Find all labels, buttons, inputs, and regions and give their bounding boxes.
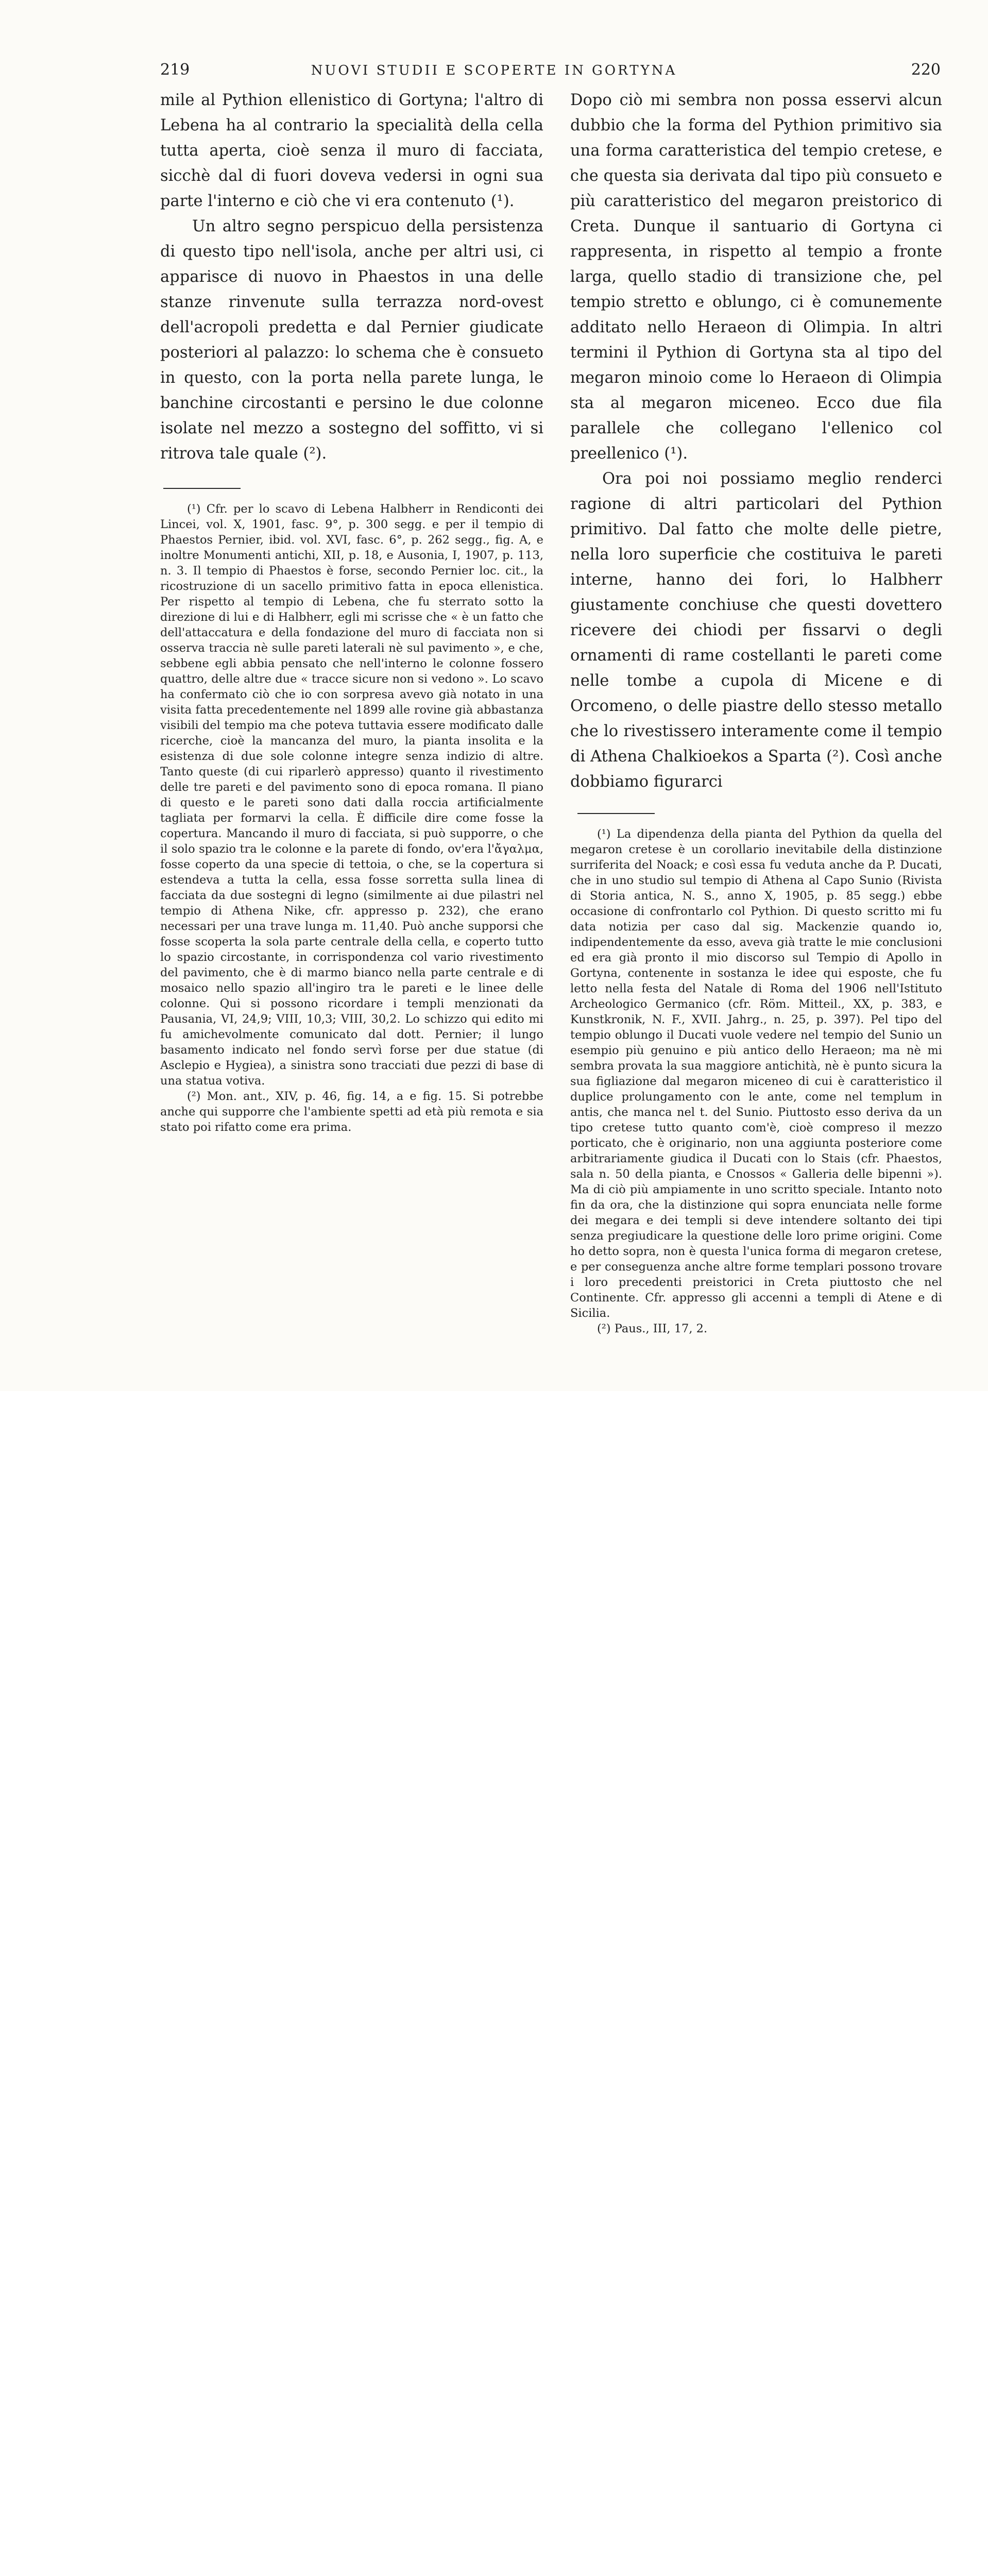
footnote: (²) Paus., III, 17, 2.	[597, 1322, 708, 1335]
footnotes	[160, 501, 543, 1135]
body-paragraph: Dopo ciò mi sembra non possa esservi alcun dubbio che la forma del Pythion primitivo sia una forma caratteristica del tempio cretese, e che questa sia derivata dal tipo più consueto e più caratteristico del megaron preistorico di Creta. Dunque il santuario di Gortyna ci rappresenta, in rispetto al tempio a fronte larga, quello stadio di transizione che, pel tempio stretto e oblungo, ci è comunemente additato nello Heraeon di Olimpia. In altri termini il Pythion di Gortyna sta al tipo del megaron minoio come lo Heraeon di Olimpia sta al megaron miceneo. Ecco due fila parallele che collegano l'ellenico col preellenico (¹).	[570, 91, 942, 463]
page-number-right: 220	[911, 61, 941, 79]
page-number-left: 219	[160, 61, 190, 79]
footnote-separator	[163, 488, 241, 489]
body-paragraph: Ora poi noi possiamo meglio renderci ragione di altri particolari del Pythion primitivo. Dal fatto che molte delle pietre, nella loro superficie che costituiva le pareti interne, hanno dei fori, lo Halbherr giustamente conchiuse che questi dovettero ricevere dei chiodi per fissarvi o degli ornamenti di rame costellanti le pareti come nelle tombe a cupola di Micene e di Orcomeno, o delle piastre dello stesso metallo che lo rivestissero interamente come il tempio di Athena Chalkioekos a Sparta (²). Così anche dobbiamo figurarci	[570, 470, 942, 791]
right-column	[570, 88, 942, 1336]
running-title: NUOVI STUDII E SCOPERTE IN GORTYNA	[311, 63, 677, 78]
left-column	[160, 88, 543, 1135]
footnote: (²) Mon. ant., XIV, p. 46, fig. 14, a e fig. 15. Si potrebbe anche qui supporre che l'ambiente spetti ad età più remota e sia stato poi rifatto come era prima.	[160, 1090, 543, 1134]
body-paragraph: Un altro segno perspicuo della persistenza di questo tipo nell'isola, anche per altri usi, ci apparisce di nuovo in Phaestos in una delle stanze rinvenute sulla terrazza nord-ovest dell'acropoli predetta e dal Pernier giudicate posteriori al palazzo: lo schema che è consueto in questo, con la porta nella parete lunga, le banchine circostanti e persino le due colonne isolate nel mezzo a sostegno del soffitto, vi si ritrova tale quale (²).	[160, 217, 543, 463]
footnotes	[570, 826, 942, 1336]
footnote-separator	[577, 813, 655, 814]
footnote: (¹) La dipendenza della pianta del Pythion da quella del megaron cretese è un corollario inevitabile della distinzione surriferita del Noack; e così essa fu veduta anche da P. Ducati, che in uno studio sul tempio di Athena al Capo Sunio (Rivista di Storia antica, N. S., anno X, 1905, p. 85 segg.) ebbe occasione di confrontarlo col Pythion. Di questo scritto mi fu data notizia per caso dal sig. Mackenzie quando io, indipendentemente da esso, aveva già tratte le mie conclusioni ed era già pronto il mio discorso sul Tempio di Apollo in Gortyna, contenente in sostanza le idee qui esposte, che fu letto nella festa del Natale di Roma del 1906 nell'Istituto Archeologico Germanico (cfr. Röm. Mitteil., XX, p. 383, e Kunstkronik, N. F., XVII. Jahrg., n. 25, p. 397). Pel tipo del tempio oblungo il Ducati vuole vedere nel tempio del Sunio un esempio più genuino e più antico dello Heraeon; ma nè mi sembra provata la sua maggiore antichità, nè è punto sicura la sua figliazione dal megaron miceneo di cui è caratteristico il duplice prolungamento con le ante, come nel templum in antis, che manca nel t. del Sunio. Piuttosto esso deriva da un tipo cretese tutto quanto com'è, cioè compreso il mezzo porticato, che è originario, non una aggiunta posteriore come arbitrariamente giudica il Ducati con lo Stais (cfr. Phaestos, sala n. 50 della pianta, e Cnossos « Galleria delle bipenni »). Ma di ciò più ampiamente in uno scritto speciale. Intanto noto fin da ora, che la distinzione qui sopra enunciata nelle forme dei megara e dei templi si deve intendere soltanto dei tipi senza pregiudicare la questione delle loro prime origini. Come ho detto sopra, non è questa l'unica forma di megaron cretese, e per conseguenza anche altre forme templari possono trovare i loro precedenti preistorici in Creta piuttosto che nel Continente. Cfr. appresso gli accenni a templi di Atene e di Sicilia.	[570, 827, 942, 1320]
viewer-footer	[0, 1391, 988, 1462]
footnote: (¹) Cfr. per lo scavo di Lebena Halbherr in Rendiconti dei Lincei, vol. X, 1901, fasc. 9°, p. 300 segg. e per il tempio di Phaestos Pernier, ibid. vol. XVI, fasc. 6°, p. 262 segg., fig. A, e inoltre Monumenti antichi, XII, p. 18, e Ausonia, I, 1907, p. 113, n. 3. Il tempio di Phaestos è forse, secondo Pernier loc. cit., la ricostruzione di un sacello primitivo fatta in epoca ellenistica. Per rispetto al tempio di Lebena, che fu sterrato sotto la direzione di lui e di Halbherr, egli mi scrisse che « è un fatto che dell'attaccatura e della fondazione del muro di facciata non si osserva traccia nè sulle pareti laterali nè sul pavimento », e che, sebbene egli abbia pensato che nell'interno le colonne fossero quattro, delle altre due « tracce sicure non si vedono ». Lo scavo ha confermato ciò che io con sorpresa avevo già notato in una visita fatta precedentemente nel 1899 alle rovine già abbastanza visibili del tempio ma che poteva tuttavia essere modificato dalle ricerche, cioè la mancanza del muro, la pianta insolita e la esistenza di due sole colonne integre senza indizio di altre. Tanto queste (di cui riparlerò appresso) quanto il rivestimento delle tre pareti e del pavimento sono di epoca romana. Il piano di questo e le pareti sono dati dalla roccia artificialmente tagliata per formarvi la cella. È difficile dire come fosse la copertura. Mancando il muro di facciata, si può supporre, o che il solo spazio tra le colonne e la parete di fondo, ov'era l'ἄγαλμα, fosse coperto da una specie di tettoia, o che, se la copertura si estendeva a tutta la cella, essa fosse sorretta sulla linea di facciata da due sostegni di legno (similmente ai due pilastri nel tempio di Athena Nike, cfr. appresso p. 232), che erano necessari per una trave lunga m. 11,40. Può anche supporsi che fosse scoperta la sola parte centrale della cella, e coperto tutto lo spazio circostante, in corrispondenza col vario rivestimento del pavimento, che è di marmo bianco nella parte centrale e di mosaico nello spazio all'ingiro tra le pareti e le linee delle colonne. Qui si possono ricordare i templi menzionati da Pausania, VI, 24,9; VIII, 10,3; VIII, 30,2. Lo schizzo qui edito mi fu amichevolmente comunicato dal dott. Pernier; il lungo basamento indicato nel fondo servì forse per due statue (di Asclepio e Hygiea), a sinistra sono tracciati due pezzi di base di una statua votiva.	[160, 502, 543, 1088]
body-paragraph: mile al Pythion ellenistico di Gortyna; l'altro di Lebena ha al contrario la specialità della cella tutta aperta, cioè senza il muro di facciata, sicchè dal di fuori doveva vedersi in ogni sua parte l'interno e ciò che vi era contenuto (¹).	[160, 91, 543, 210]
